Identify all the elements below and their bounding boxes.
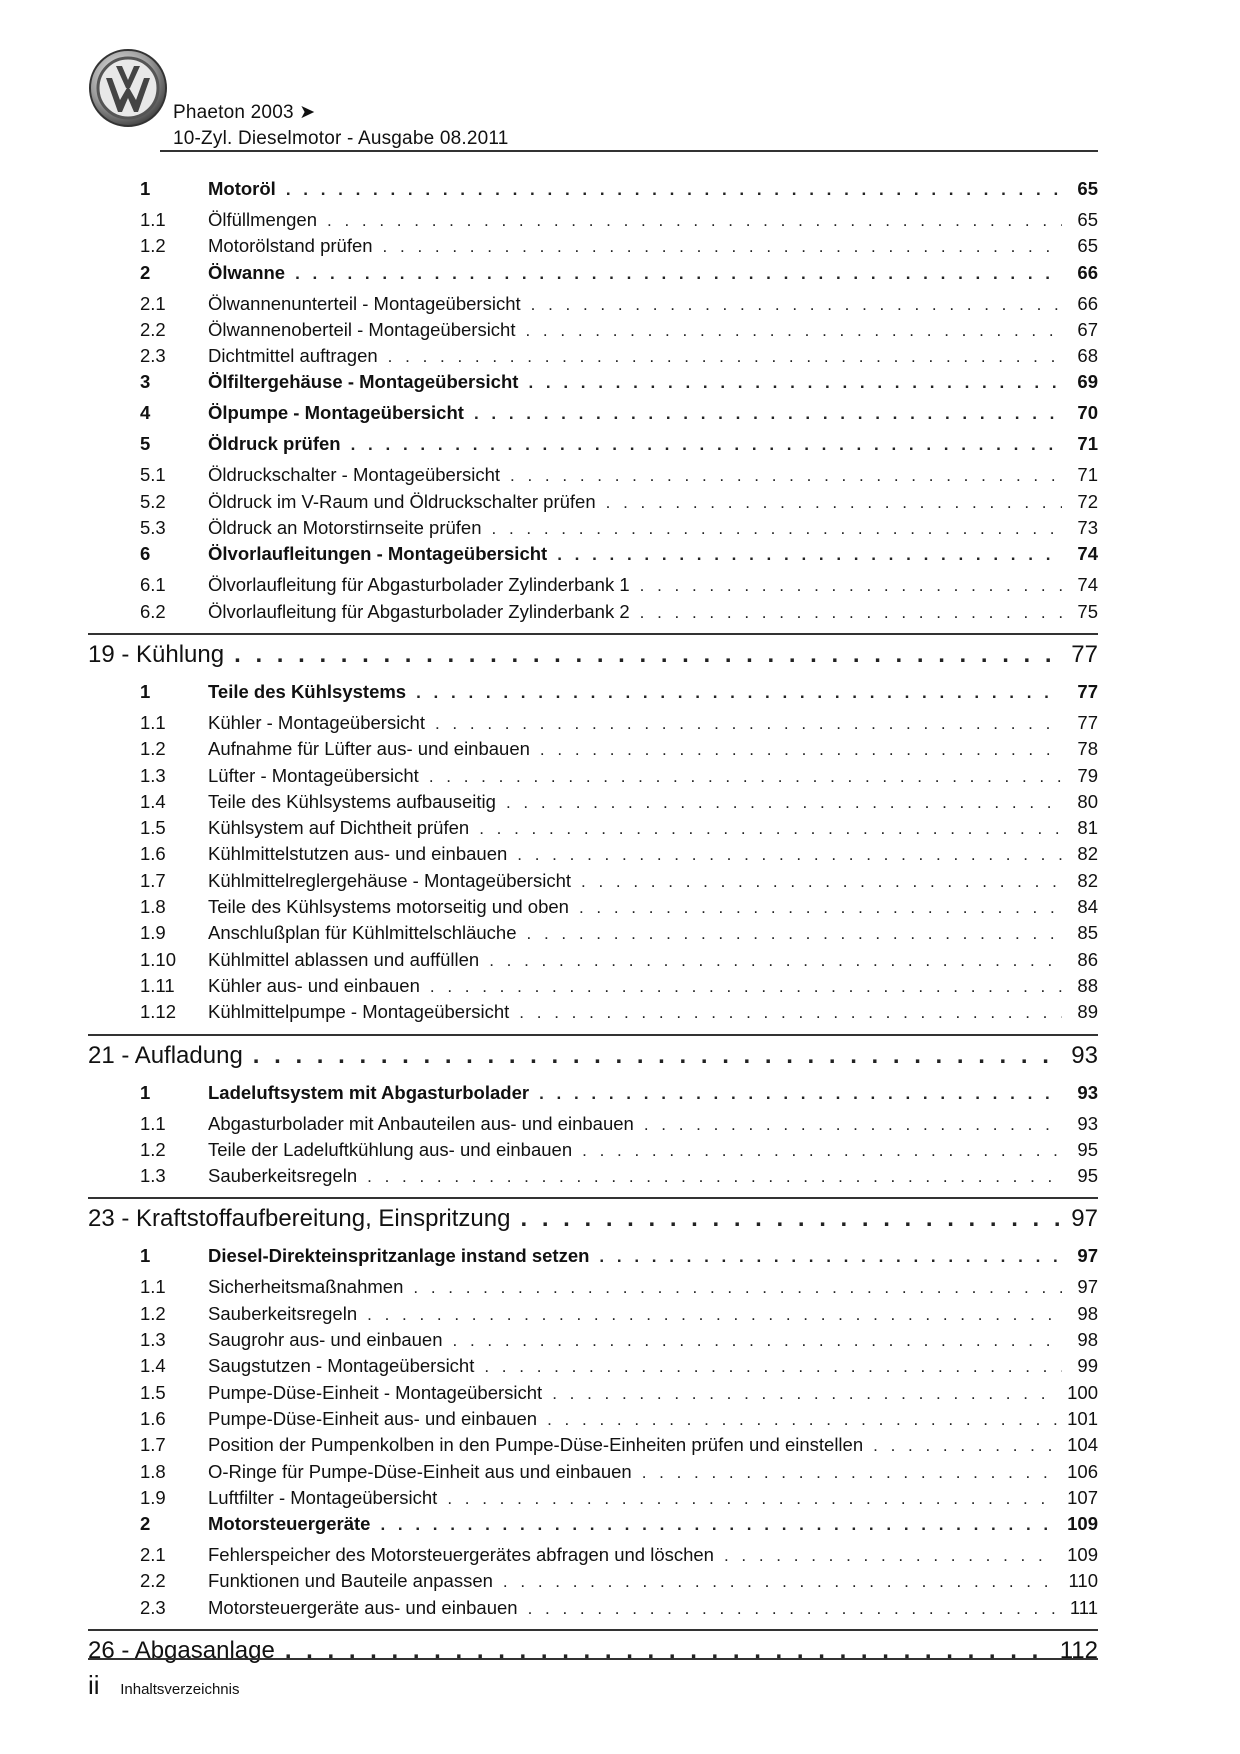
- toc-entry-number: 1.6: [140, 843, 166, 865]
- toc-leader-dots: [547, 1410, 1057, 1430]
- toc-page-number: 70: [1077, 402, 1098, 424]
- toc-page-number: 77: [1077, 680, 1098, 702]
- toc-page-number: 111: [1069, 1596, 1098, 1618]
- toc-leader-dots: [520, 1205, 1061, 1233]
- toc-entry[interactable]: [88, 491, 1098, 517]
- toc-page-number: 67: [1077, 318, 1098, 340]
- toc-entry[interactable]: [88, 949, 1098, 975]
- toc-chapter-entry[interactable]: [88, 1034, 1098, 1082]
- toc-entry[interactable]: [88, 402, 1098, 433]
- toc-entry-title: Motorsteuergeräte: [208, 1513, 371, 1535]
- toc-page-number: 99: [1077, 1355, 1098, 1377]
- toc-page-number: 110: [1068, 1570, 1098, 1592]
- toc-entry[interactable]: [88, 1408, 1098, 1434]
- toc-entry[interactable]: [88, 433, 1098, 464]
- toc-leader-dots: [474, 404, 1062, 424]
- toc-leader-dots: [873, 1436, 1057, 1456]
- toc-entry-title: Ölfiltergehäuse - Montageübersicht: [208, 371, 519, 393]
- footer-divider: [88, 1658, 1098, 1660]
- toc-entry-number: 1.12: [140, 1001, 177, 1023]
- toc-chapter-entry[interactable]: [88, 1629, 1098, 1677]
- toc-page-number: 109: [1067, 1513, 1098, 1535]
- toc-leader-dots: [517, 845, 1062, 865]
- toc-chapter-entry[interactable]: [88, 633, 1098, 681]
- toc-leader-dots: [327, 211, 1062, 231]
- document-subtitle: 10-Zyl. Dieselmotor - Ausgabe 08.2011: [173, 128, 509, 149]
- toc-entry-title: Sauberkeitsregeln: [208, 1302, 358, 1324]
- toc-entry-title: Pumpe-Düse-Einheit - Montageübersicht: [208, 1381, 543, 1403]
- toc-entry[interactable]: [88, 975, 1098, 1001]
- toc-leader-dots: [606, 493, 1062, 513]
- document-title: Phaeton 2003 ➤: [173, 102, 316, 123]
- toc-entry-number: 1: [140, 1081, 151, 1103]
- toc-page-number: 80: [1077, 790, 1098, 812]
- toc-leader-dots: [367, 1305, 1062, 1325]
- toc-entry-title: Dichtmittel auftragen: [208, 345, 378, 367]
- toc-entry[interactable]: [88, 765, 1098, 791]
- toc-entry-number: 2: [140, 261, 151, 283]
- toc-page-number: 75: [1077, 600, 1098, 622]
- toc-entry[interactable]: [88, 681, 1098, 712]
- toc-leader-dots: [351, 435, 1062, 455]
- toc-entry-title: Pumpe-Düse-Einheit aus- und einbauen: [208, 1407, 538, 1429]
- toc-page-number: 97: [1071, 1205, 1098, 1233]
- toc-page-number: 100: [1067, 1381, 1098, 1403]
- toc-entry-number: 5: [140, 433, 151, 455]
- toc-entry-number: 6.2: [140, 600, 166, 622]
- toc-entry-title: Teile des Kühlsystems: [208, 680, 407, 702]
- toc-entry-number: 1.9: [140, 922, 166, 944]
- toc-page-number: 74: [1077, 543, 1098, 565]
- toc-entry[interactable]: [88, 517, 1098, 543]
- toc-entry-title: O-Ringe für Pumpe-Düse-Einheit aus und einbauen: [208, 1460, 632, 1482]
- toc-entry[interactable]: [88, 817, 1098, 843]
- toc-entry-number: 1.1: [140, 1112, 166, 1134]
- toc-entry[interactable]: [88, 1461, 1098, 1487]
- toc-leader-dots: [557, 545, 1062, 565]
- toc-entry-title: Lüfter - Montageübersicht: [208, 764, 419, 786]
- toc-entry-number: 1.9: [140, 1486, 166, 1508]
- toc-page-number: 109: [1067, 1544, 1098, 1566]
- toc-page-number: 82: [1077, 869, 1098, 891]
- toc-page-number: 68: [1077, 345, 1098, 367]
- toc-entry[interactable]: [88, 345, 1098, 371]
- toc-entry-title: Abgasturbolader mit Anbauteilen aus- und einbauen: [208, 1112, 634, 1134]
- toc-entry-number: 1.3: [140, 1165, 166, 1187]
- toc-leader-dots: [492, 519, 1062, 539]
- toc-entry-title: Anschlußplan für Kühlmittelschläuche: [208, 922, 517, 944]
- toc-leader-dots: [453, 1331, 1062, 1351]
- toc-entry-number: 1.2: [140, 1302, 166, 1324]
- toc-entry-title: Luftfilter - Montageübersicht: [208, 1486, 438, 1508]
- toc-entry-number: 1.7: [140, 1434, 166, 1456]
- toc-entry-title: Aufnahme für Lüfter aus- und einbauen: [208, 738, 530, 760]
- toc-entry-number: 1.3: [140, 1329, 166, 1351]
- toc-chapter-entry[interactable]: [88, 1197, 1098, 1245]
- toc-entry[interactable]: [88, 293, 1098, 319]
- toc-entry[interactable]: [88, 1434, 1098, 1460]
- toc-page-number: 65: [1077, 209, 1098, 230]
- toc-entry-title: Ölvorlaufleitung für Abgasturbolader Zylinderbank 2: [208, 600, 630, 622]
- toc-leader-dots: [519, 1003, 1062, 1023]
- toc-entry-title: Position der Pumpenkolben in den Pumpe-Düse-Einheiten prüfen und einstellen: [208, 1434, 864, 1456]
- toc-entry-number: 2.2: [140, 1570, 166, 1592]
- toc-leader-dots: [642, 1463, 1057, 1483]
- toc-leader-dots: [540, 740, 1062, 760]
- vw-logo-icon: [88, 48, 168, 128]
- toc-entry-number: 2.2: [140, 318, 166, 340]
- toc-entry-number: 2: [140, 1513, 151, 1535]
- toc-page-number: 82: [1077, 843, 1098, 865]
- toc-entry-title: Öldruck an Motorstirnseite prüfen: [208, 517, 482, 539]
- toc-page-number: 107: [1067, 1486, 1098, 1508]
- toc-entry-number: 1.2: [140, 1138, 166, 1160]
- toc-entry[interactable]: [88, 1487, 1098, 1513]
- toc-entry-number: 1: [140, 680, 151, 702]
- toc-page-number: 78: [1077, 738, 1098, 760]
- toc-entry-title: Sicherheitsmaßnahmen: [208, 1276, 404, 1298]
- toc-entry-title: Ölwanne: [208, 261, 286, 283]
- toc-page-number: 71: [1077, 464, 1098, 486]
- toc-entry[interactable]: [88, 896, 1098, 922]
- toc-entry-number: 4: [140, 402, 151, 424]
- toc-leader-dots: [383, 237, 1062, 257]
- toc-leader-dots: [286, 180, 1062, 200]
- toc-entry-title: Fehlerspeicher des Motorsteuergerätes abfragen und löschen: [208, 1544, 714, 1566]
- toc-entry[interactable]: [88, 1597, 1098, 1623]
- toc-leader-dots: [528, 1599, 1060, 1619]
- toc-entry-number: 1.5: [140, 1381, 166, 1403]
- toc-entry[interactable]: [88, 1245, 1098, 1276]
- toc-leader-dots: [413, 1278, 1062, 1298]
- toc-entry-number: 1.2: [140, 235, 166, 257]
- toc-entry-title: Teile des Kühlsystems motorseitig und oben: [208, 896, 569, 918]
- toc-entry-number: 2.1: [140, 1544, 166, 1566]
- toc-leader-dots: [528, 373, 1062, 393]
- toc-entry[interactable]: [88, 738, 1098, 764]
- toc-entry-number: 1.11: [140, 974, 175, 996]
- toc-entry-title: Ölpumpe - Montageübersicht: [208, 402, 464, 424]
- toc-leader-dots: [430, 977, 1062, 997]
- toc-entry-number: 1.2: [140, 738, 166, 760]
- toc-leader-dots: [525, 321, 1062, 341]
- toc-leader-dots: [489, 951, 1062, 971]
- toc-entry-title: 19 - Kühlung: [88, 640, 225, 668]
- toc-leader-dots: [429, 767, 1062, 787]
- toc-entry-title: Kühlmittel ablassen und auffüllen: [208, 948, 480, 970]
- toc-leader-dots: [527, 924, 1063, 944]
- toc-entry-title: Öldruck prüfen: [208, 433, 341, 455]
- toc-entry-number: 1.7: [140, 869, 166, 891]
- toc-entry-title: Ölvorlaufleitungen - Montageübersicht: [208, 543, 548, 565]
- toc-page-number: 93: [1077, 1081, 1098, 1103]
- toc-entry-title: Diesel-Direkteinspritzanlage instand setzen: [208, 1245, 590, 1267]
- toc-page-number: 88: [1077, 974, 1098, 996]
- toc-entry-title: Kühlsystem auf Dichtheit prüfen: [208, 817, 470, 839]
- toc-page-number: 81: [1077, 817, 1098, 839]
- toc-entry-number: 5.3: [140, 517, 166, 539]
- toc-entry-number: 1.10: [140, 948, 177, 970]
- toc-entry-title: Motorölstand prüfen: [208, 235, 373, 257]
- toc-entry[interactable]: [88, 1276, 1098, 1302]
- toc-leader-dots: [581, 872, 1062, 892]
- toc-leader-dots: [484, 1357, 1062, 1377]
- toc-page-number: 77: [1077, 711, 1098, 733]
- toc-entry[interactable]: [88, 1570, 1098, 1596]
- toc-leader-dots: [582, 1141, 1062, 1161]
- toc-entry-number: 1.1: [140, 711, 166, 733]
- toc-entry-title: Ölvorlaufleitung für Abgasturbolader Zylinderbank 1: [208, 574, 630, 596]
- toc-page-number: 69: [1077, 371, 1098, 393]
- toc-page-number: 106: [1067, 1460, 1098, 1482]
- toc-leader-dots: [531, 295, 1062, 315]
- toc-entry[interactable]: [88, 1082, 1098, 1113]
- toc-leader-dots: [503, 1572, 1059, 1592]
- footer-section-label: Inhaltsverzeichnis: [120, 1681, 240, 1698]
- toc-entry[interactable]: [88, 371, 1098, 402]
- toc-entry[interactable]: [88, 235, 1098, 261]
- toc-leader-dots: [579, 898, 1062, 918]
- toc-page-number: 97: [1077, 1245, 1098, 1267]
- toc-entry[interactable]: [88, 1513, 1098, 1544]
- toc-entry-title: Motorsteuergeräte aus- und einbauen: [208, 1596, 518, 1618]
- toc-leader-dots: [388, 347, 1062, 367]
- toc-entry[interactable]: [88, 1113, 1098, 1139]
- toc-entry-number: 1.5: [140, 817, 166, 839]
- toc-entry[interactable]: [88, 791, 1098, 817]
- toc-entry-title: Ölwannenunterteil - Montageübersicht: [208, 292, 521, 314]
- toc-page-number: 65: [1077, 235, 1098, 257]
- toc-entry-title: Öldruck im V-Raum und Öldruckschalter prüfen: [208, 490, 596, 512]
- toc-page-number: 72: [1077, 490, 1098, 512]
- toc-page-number: 95: [1077, 1165, 1098, 1187]
- toc-page-number: 79: [1077, 764, 1098, 786]
- toc-entry[interactable]: [88, 1303, 1098, 1329]
- toc-leader-dots: [640, 576, 1062, 596]
- toc-entry[interactable]: [88, 319, 1098, 345]
- toc-entry-title: Kühlmittelstutzen aus- und einbauen: [208, 843, 508, 865]
- toc-leader-dots: [447, 1489, 1057, 1509]
- toc-entry-number: 1: [140, 1245, 151, 1267]
- page-number: ii: [88, 1670, 100, 1700]
- toc-entry-title: Kühlmittelreglergehäuse - Montageübersicht: [208, 869, 572, 891]
- toc-entry-title: Öldruckschalter - Montageübersicht: [208, 464, 501, 486]
- toc-entry[interactable]: [88, 1329, 1098, 1355]
- toc-page-number: 98: [1077, 1302, 1098, 1324]
- toc-leader-dots: [367, 1167, 1062, 1187]
- toc-entry-number: 5.1: [140, 464, 166, 486]
- toc-page-number: 93: [1077, 1112, 1098, 1134]
- toc-page-number: 66: [1077, 261, 1098, 283]
- toc-entry[interactable]: [88, 1355, 1098, 1381]
- toc-page-number: 104: [1067, 1434, 1098, 1456]
- toc-entry-title: Kühler aus- und einbauen: [208, 974, 420, 996]
- toc-page-number: 98: [1077, 1329, 1098, 1351]
- toc-entry[interactable]: [88, 543, 1098, 574]
- toc-entry-title: Sauberkeitsregeln: [208, 1165, 358, 1187]
- toc-entry-title: 26 - Abgasanlage: [88, 1636, 275, 1664]
- toc-page-number: 112: [1059, 1636, 1098, 1664]
- toc-entry[interactable]: [88, 843, 1098, 869]
- toc-entry-number: 2.3: [140, 1596, 166, 1618]
- page-header: [88, 48, 1098, 150]
- toc-entry-title: Teile des Kühlsystems aufbauseitig: [208, 790, 496, 812]
- toc-entry[interactable]: [88, 1165, 1098, 1191]
- toc-entry-number: 1.8: [140, 896, 166, 918]
- toc-entry-number: 2.3: [140, 345, 166, 367]
- toc-leader-dots: [539, 1084, 1062, 1104]
- toc-entry-number: 3: [140, 371, 151, 393]
- toc-leader-dots: [234, 641, 1061, 669]
- toc-entry-number: 2.1: [140, 292, 166, 314]
- toc-entry[interactable]: [88, 178, 1098, 209]
- toc-entry[interactable]: [88, 1139, 1098, 1165]
- toc-entry-title: Kühler - Montageübersicht: [208, 711, 425, 733]
- toc-leader-dots: [510, 466, 1062, 486]
- toc-entry[interactable]: [88, 870, 1098, 896]
- toc-page-number: 101: [1067, 1407, 1098, 1429]
- toc-page-number: 77: [1071, 640, 1098, 668]
- toc-leader-dots: [552, 1384, 1057, 1404]
- toc-entry-number: 1.4: [140, 1355, 166, 1377]
- toc-entry-title: Saugrohr aus- und einbauen: [208, 1329, 443, 1351]
- toc-entry-number: 1.1: [140, 1276, 166, 1298]
- toc-leader-dots: [253, 1042, 1062, 1070]
- toc-page-number: 93: [1071, 1041, 1098, 1069]
- toc-leader-dots: [416, 683, 1062, 703]
- toc-entry-title: Motoröl: [208, 178, 276, 199]
- toc-leader-dots: [506, 793, 1062, 813]
- table-of-contents: [88, 178, 1098, 1677]
- header-divider: [160, 150, 1098, 152]
- toc-entry-number: 1.6: [140, 1407, 166, 1429]
- toc-entry[interactable]: [88, 464, 1098, 490]
- toc-entry-title: Ölfüllmengen: [208, 209, 318, 230]
- toc-entry-number: 1: [140, 178, 151, 199]
- toc-leader-dots: [380, 1515, 1057, 1535]
- toc-entry[interactable]: [88, 1001, 1098, 1027]
- toc-entry-title: Saugstutzen - Montageübersicht: [208, 1355, 475, 1377]
- toc-entry-number: 6: [140, 543, 151, 565]
- toc-entry-title: 23 - Kraftstoffaufbereitung, Einspritzung: [88, 1205, 511, 1233]
- toc-entry[interactable]: [88, 712, 1098, 738]
- toc-entry-title: Ölwannenoberteil - Montageübersicht: [208, 318, 516, 340]
- toc-entry[interactable]: [88, 922, 1098, 948]
- toc-entry-number: 1.1: [140, 209, 166, 230]
- toc-page-number: 84: [1077, 896, 1098, 918]
- toc-entry[interactable]: [88, 262, 1098, 293]
- toc-leader-dots: [479, 819, 1062, 839]
- toc-page-number: 74: [1077, 574, 1098, 596]
- toc-entry-title: Kühlmittelpumpe - Montageübersicht: [208, 1001, 510, 1023]
- toc-leader-dots: [599, 1247, 1062, 1267]
- toc-leader-dots: [435, 714, 1062, 734]
- toc-entry-number: 1.4: [140, 790, 166, 812]
- toc-entry-title: Teile der Ladeluftkühlung aus- und einbauen: [208, 1138, 573, 1160]
- toc-page-number: 89: [1077, 1001, 1098, 1023]
- toc-entry[interactable]: [88, 574, 1098, 600]
- toc-leader-dots: [295, 264, 1062, 284]
- toc-entry-title: 21 - Aufladung: [88, 1041, 243, 1069]
- toc-page-number: 97: [1077, 1276, 1098, 1298]
- toc-entry-title: Funktionen und Bauteile anpassen: [208, 1570, 493, 1592]
- toc-entry-number: 1.8: [140, 1460, 166, 1482]
- toc-entry-number: 5.2: [140, 490, 166, 512]
- toc-leader-dots: [644, 1115, 1062, 1135]
- page-footer: [88, 1670, 239, 1701]
- toc-entry-number: 6.1: [140, 574, 166, 596]
- toc-entry-number: 1.3: [140, 764, 166, 786]
- toc-page-number: 73: [1077, 517, 1098, 539]
- toc-entry-title: Ladeluftsystem mit Abgasturbolader: [208, 1081, 530, 1103]
- toc-page-number: 65: [1077, 178, 1098, 199]
- toc-entry[interactable]: [88, 1544, 1098, 1570]
- toc-entry[interactable]: [88, 209, 1098, 235]
- toc-leader-dots: [640, 603, 1062, 623]
- toc-page-number: 95: [1077, 1138, 1098, 1160]
- toc-page-number: 71: [1077, 433, 1098, 455]
- toc-leader-dots: [285, 1637, 1050, 1665]
- toc-page-number: 86: [1077, 948, 1098, 970]
- toc-entry[interactable]: [88, 1382, 1098, 1408]
- toc-page-number: 66: [1077, 292, 1098, 314]
- toc-page-number: 85: [1077, 922, 1098, 944]
- toc-entry[interactable]: [88, 601, 1098, 627]
- toc-leader-dots: [724, 1546, 1057, 1566]
